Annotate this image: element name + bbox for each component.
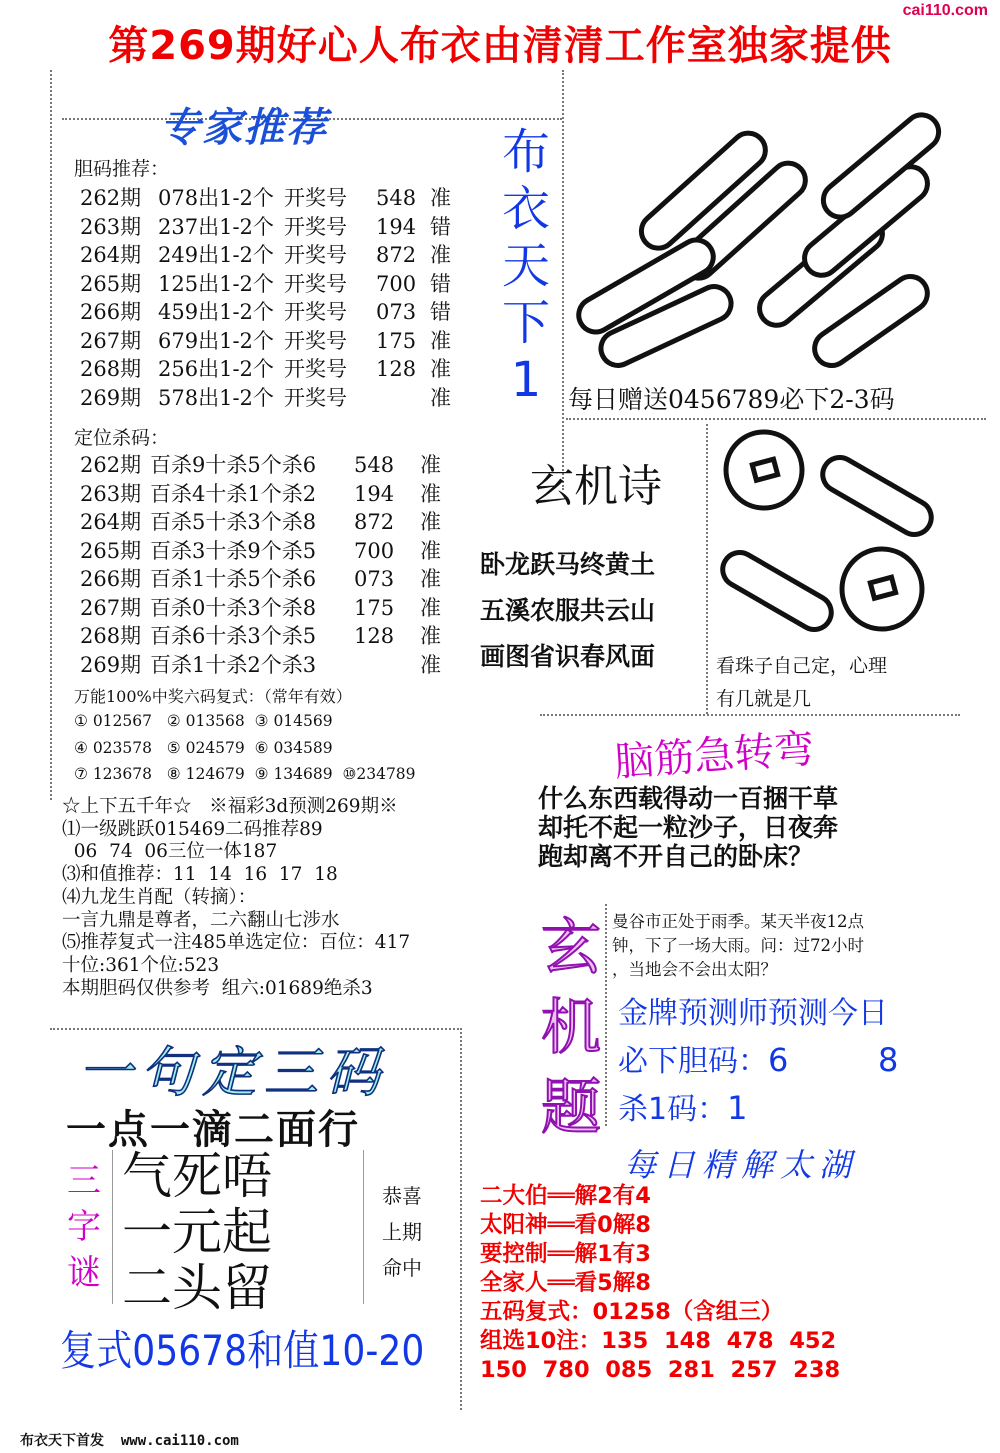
riddle-line: 一元起	[122, 1203, 272, 1261]
kill-row	[80, 480, 441, 509]
dan-row	[80, 241, 451, 270]
kill-period: 264期	[80, 510, 142, 534]
five-thousand-block	[62, 796, 410, 1000]
hint-line: 看珠子自己定，心理	[716, 655, 888, 677]
kill-mark: 准	[420, 652, 441, 677]
congrats-line: 命中	[382, 1256, 422, 1280]
kill-pick: 百杀3十杀9个杀5	[150, 538, 317, 563]
dan-result: 548	[376, 186, 417, 210]
six-code-list	[74, 708, 416, 788]
kill-mark: 准	[420, 595, 441, 620]
dan-period: 262期	[80, 186, 142, 210]
kill-row	[80, 651, 441, 680]
kill-row	[80, 594, 441, 623]
kill-period: 267期	[80, 595, 142, 620]
congrats-lines	[382, 1178, 422, 1286]
taihu-lines	[480, 1182, 840, 1385]
dan-pick: 237出1-2个	[158, 214, 274, 239]
kill-period: 266期	[80, 567, 142, 591]
dan-pick: 249出1-2个	[158, 243, 274, 267]
six-code-line: ① 012567 ② 013568 ③ 014569	[74, 712, 333, 730]
dan-row	[80, 298, 451, 327]
dan-pick: 078出1-2个	[158, 186, 274, 210]
kill-row	[80, 537, 441, 566]
footer-text: 布衣天下首发 www.cai110.com	[20, 1433, 239, 1449]
daily-gift: 每日赠送0456789必下2-3码	[568, 385, 895, 414]
dan-result: 073	[376, 300, 417, 324]
kill-period: 268期	[80, 624, 142, 648]
kill-pick: 百杀6十杀3个杀5	[150, 624, 317, 648]
poem-divider-v	[706, 424, 708, 714]
dan-row	[80, 213, 451, 242]
buyi-char: 下	[501, 295, 550, 351]
kill-mark: 准	[420, 538, 441, 563]
kill-period: 262期	[80, 453, 142, 477]
kill-period: 263期	[80, 481, 142, 506]
buyi-char: 1	[510, 352, 542, 408]
xuanji-question	[612, 910, 864, 982]
kill-prediction	[618, 1084, 747, 1128]
dan-period: 269期	[80, 385, 142, 410]
kill-result: 194	[354, 481, 395, 506]
brain-line: 什么东西载得动一百捆干草	[538, 784, 839, 813]
xuanji-char: 题	[541, 1073, 601, 1143]
dan-draw-label: 开奖号	[284, 243, 347, 267]
kill-pick: 百杀4十杀1个杀2	[150, 481, 317, 506]
taihu-line: 五码复式：01258（含组三）	[480, 1299, 784, 1325]
brain-title: 脑筋急转弯	[612, 726, 816, 786]
dan-period: 268期	[80, 357, 142, 381]
kill-mark: 准	[420, 567, 441, 591]
dan-period: 264期	[80, 243, 142, 267]
kill-period: 265期	[80, 538, 142, 563]
kill-row	[80, 622, 441, 651]
brain-divider	[540, 714, 960, 716]
dan-result: 175	[376, 328, 417, 353]
brain-line: 跑却离不开自己的卧床？	[538, 842, 814, 871]
dan-pred-a: 6	[768, 1041, 789, 1079]
dan-row	[80, 384, 451, 413]
forecast-line: 十位:361个位:523	[62, 954, 220, 976]
taihu-line: 组选10注：135 148 478 452	[480, 1328, 837, 1354]
expert-frame-right	[562, 70, 564, 490]
fushi-line: 复式05678和值10-20	[60, 1326, 425, 1375]
dan-result: 128	[376, 357, 417, 381]
kill-result	[354, 651, 420, 680]
dan-result: 194	[376, 214, 417, 239]
dan-mark: 准	[430, 357, 451, 381]
six-label: 万能100%中奖六码复式：（常年有效）	[74, 687, 352, 706]
kill-mark: 准	[420, 481, 441, 506]
dan-mark: 准	[430, 385, 451, 410]
forecast-line: ⑷九龙生肖配（转摘）：	[62, 886, 257, 908]
dan-table	[80, 184, 451, 412]
dan-period: 267期	[80, 328, 142, 353]
forecast-line: ☆上下五千年☆ ※福彩3d预测269期※	[62, 796, 398, 817]
kill-pick: 百杀1十杀5个杀6	[150, 567, 317, 591]
kill-result: 175	[354, 595, 395, 620]
dan-mark: 错	[430, 300, 451, 324]
dan-row	[80, 355, 451, 384]
taihu-line: 太阳神══看0解8	[480, 1212, 651, 1238]
question-line: 钟，下了一场大雨。问：过72小时	[612, 936, 864, 955]
poem-line: 画图省识春风面	[480, 642, 656, 671]
riddle-line: 气死唔	[122, 1147, 272, 1205]
dan-mark: 准	[430, 243, 451, 267]
buyi-char: 布	[501, 124, 550, 180]
expert-frame-left	[50, 70, 52, 800]
prediction-title: 金牌预测师预测今日	[618, 996, 888, 1031]
dan-row	[80, 270, 451, 299]
congrats-line: 恭喜	[382, 1184, 422, 1208]
kill-mark: 准	[420, 453, 441, 477]
dan-draw-label: 开奖号	[284, 357, 347, 381]
dan-pred-b: 8	[878, 1041, 899, 1079]
kill-row	[80, 508, 441, 537]
dan-pick: 679出1-2个	[158, 328, 274, 353]
dan-pred-label: 必下胆码：	[618, 1044, 768, 1079]
kill-result: 073	[354, 567, 395, 591]
kill-label: 定位杀码：	[74, 427, 170, 449]
dan-draw-label: 开奖号	[284, 186, 347, 210]
poem-lines	[480, 542, 655, 680]
taihu-line: 150 780 085 281 257 238	[480, 1357, 841, 1383]
kill-result: 872	[354, 510, 395, 534]
xuanji-char: 机	[541, 993, 601, 1063]
forecast-line: ⑴一级跳跃015469二码推荐89	[62, 818, 323, 840]
poem-line: 五溪农服共云山	[480, 596, 656, 625]
brain-lines	[538, 784, 838, 871]
forecast-line: 一言九鼎是尊者，二六翻山七涉水	[62, 909, 340, 931]
coin-beads-image	[712, 424, 948, 638]
buyi-char: 天	[501, 238, 550, 294]
kill-table	[80, 451, 441, 679]
forecast-line: 06 74 06三位一体187	[62, 841, 278, 863]
dan-result: 700	[376, 271, 417, 296]
abacus-beads-image	[566, 104, 986, 374]
sentence-phrase: 一点一滴二面行	[66, 1107, 360, 1153]
dan-result: 872	[376, 243, 417, 267]
hint-line: 有几就是几	[716, 688, 812, 710]
kill-pick: 百杀1十杀2个杀3	[150, 652, 317, 677]
kill-result: 700	[354, 538, 395, 563]
dan-mark: 准	[430, 186, 451, 210]
riddle-lines	[122, 1148, 272, 1316]
dan-pick: 578出1-2个	[158, 385, 274, 410]
kill-result: 548	[354, 453, 395, 477]
taihu-line: 二大伯══解2有4	[480, 1183, 651, 1209]
dan-result	[376, 384, 430, 413]
kill-pick: 百杀0十杀3个杀8	[150, 595, 317, 620]
xuanji-vertical-title	[536, 908, 606, 1148]
poem-title: 玄机诗	[530, 461, 662, 512]
dan-row	[80, 184, 451, 213]
dan-mark: 错	[430, 214, 451, 239]
poem-hint	[716, 650, 887, 716]
dan-period: 263期	[80, 214, 142, 239]
kill-pick: 百杀5十杀3个杀8	[150, 510, 317, 534]
kill-pred-value: 1	[727, 1089, 748, 1127]
buyi-char: 衣	[501, 181, 550, 237]
forecast-line: ⑶和值推荐：11 14 16 17 18	[62, 864, 338, 886]
kill-result: 128	[354, 624, 395, 648]
xuanji-char: 玄	[541, 913, 601, 983]
question-line: ，当地会不会出太阳？	[612, 960, 777, 979]
dan-mark: 错	[430, 271, 451, 296]
taihu-line: 要控制══解1有3	[480, 1241, 651, 1267]
question-line: 曼谷市正处于雨季。某天半夜12点	[612, 912, 864, 931]
buyi-vertical-title	[496, 124, 556, 409]
kill-mark: 准	[420, 624, 441, 648]
sanzimi-vertical	[62, 1158, 106, 1296]
six-code-line: ⑦ 123678 ⑧ 124679 ⑨ 134689 ⑩234789	[74, 765, 416, 783]
xuanji-frame	[605, 904, 607, 1126]
dan-pick: 125出1-2个	[158, 271, 274, 296]
dan-draw-label: 开奖号	[284, 271, 347, 296]
dan-period: 265期	[80, 271, 142, 296]
kill-row	[80, 565, 441, 594]
kill-row	[80, 451, 441, 480]
dan-draw-label: 开奖号	[284, 214, 347, 239]
kill-period: 269期	[80, 652, 142, 677]
kill-mark: 准	[420, 510, 441, 534]
dan-draw-label: 开奖号	[284, 385, 347, 410]
forecast-line: ⑸推荐复式一注485单选定位：百位：417	[62, 932, 411, 954]
kill-pick: 百杀9十杀5个杀6	[150, 453, 317, 477]
sentence-title: 一句定三码	[78, 1041, 388, 1104]
congrats-line: 上期	[382, 1220, 422, 1244]
sanzimi-char: 谜	[67, 1253, 101, 1293]
site-url[interactable]: cai110.com	[902, 2, 988, 19]
page-title: 第269期好心人布衣由清清工作室独家提供	[108, 23, 892, 69]
expert-header: 专家推荐	[160, 105, 328, 151]
forecast-line: 本期胆码仅供参考 组六:01689绝杀3	[62, 977, 373, 999]
taihu-title: 每日精解太湖	[624, 1146, 859, 1184]
riddle-line: 二头留	[122, 1259, 272, 1317]
sanzimi-char: 字	[67, 1207, 101, 1247]
dan-pick: 256出1-2个	[158, 357, 274, 381]
poem-line: 卧龙跃马终黄土	[480, 550, 656, 579]
six-code-line: ④ 023578 ⑤ 024579 ⑥ 034589	[74, 738, 333, 757]
sanzimi-char: 三	[67, 1161, 101, 1201]
daily-divider	[566, 418, 986, 420]
kill-pred-label: 杀1码：	[618, 1092, 728, 1127]
dan-label: 胆码推荐：	[74, 158, 170, 180]
dan-row	[80, 327, 451, 356]
dan-prediction	[618, 1036, 898, 1080]
dan-draw-label: 开奖号	[284, 328, 347, 353]
dan-period: 266期	[80, 300, 142, 324]
dan-draw-label: 开奖号	[284, 300, 347, 324]
dan-mark: 准	[430, 328, 451, 353]
brain-line: 却托不起一粒沙子，日夜奔	[538, 813, 839, 842]
taihu-line: 全家人══看5解8	[480, 1270, 651, 1296]
dan-pick: 459出1-2个	[158, 300, 274, 324]
